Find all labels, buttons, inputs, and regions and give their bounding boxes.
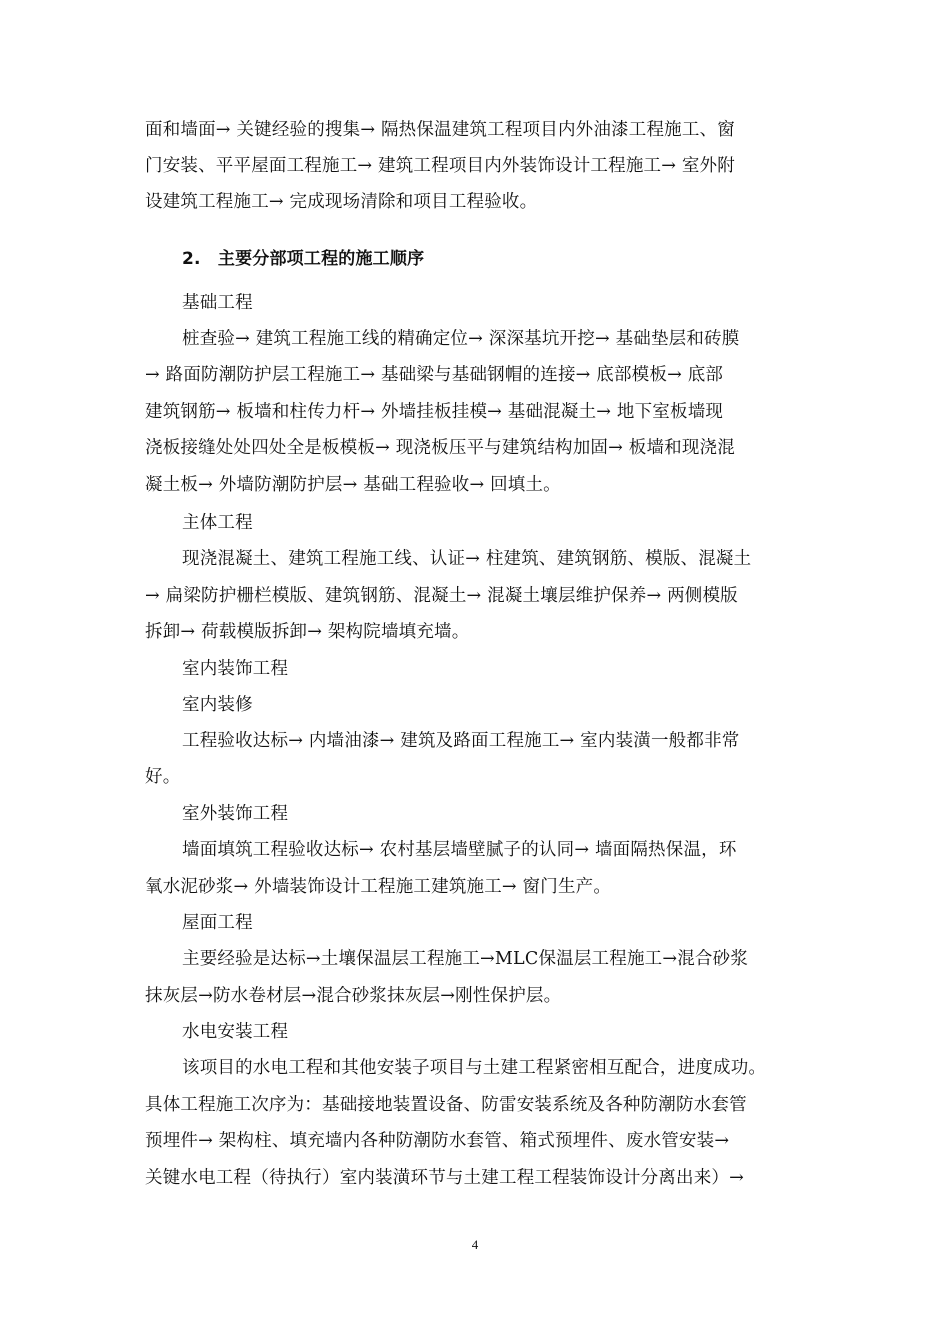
body-text-line: 具体工程施工次序为：基础接地装置设备、防雷安装系统及各种防潮防水套管: [145, 1095, 747, 1115]
body-text-line: 门安装、平平屋面工程施工→ 建筑工程项目内外装饰设计工程施工→ 室外附: [145, 156, 735, 176]
subsection-title: 室外装饰工程: [182, 804, 289, 824]
body-text-line: → 扁梁防护栅栏模版、建筑钢筋、混凝土→ 混凝土壤层维护保养→ 两侧模版: [145, 586, 738, 606]
subsection-title: 水电安装工程: [182, 1022, 289, 1042]
body-text-line: 主要经验是达标→土壤保温层工程施工→MLC保温层工程施工→混合砂浆: [182, 949, 749, 969]
body-text-line: 面和墙面→ 关键经验的搜集→ 隔热保温建筑工程项目内外油漆工程施工、窗: [145, 120, 735, 140]
body-text-line: 抹灰层→防水卷材层→混合砂浆抹灰层→刚性保护层。: [145, 986, 562, 1006]
subsection-title: 室内装饰工程: [182, 659, 289, 679]
body-text-line: 工程验收达标→ 内墙油漆→ 建筑及路面工程施工→ 室内装潢一般都非常: [182, 731, 740, 751]
subsection-title: 室内装修: [182, 695, 253, 715]
body-text-line: 预埋件→ 架构柱、填充墙内各种防潮防水套管、箱式预埋件、废水管安装→: [145, 1131, 730, 1151]
subsection-title: 基础工程: [182, 293, 253, 313]
body-text-line: 浇板接缝处处四处全是板模板→ 现浇板压平与建筑结构加固→ 板墙和现浇混: [145, 438, 735, 458]
body-text-line: 关键水电工程（待执行）室内装潢环节与土建工程工程装饰设计分离出来）→: [145, 1168, 744, 1188]
body-text-line: → 路面防潮防护层工程施工→ 基础梁与基础钢帽的连接→ 底部模板→ 底部: [145, 365, 724, 385]
body-text-line: 氧水泥砂浆→ 外墙装饰设计工程施工建筑施工→ 窗门生产。: [145, 877, 612, 897]
body-text-line: 墙面填筑工程验收达标→ 农村基层墙壁腻子的认同→ 墙面隔热保温，环: [182, 840, 737, 860]
body-text-line: 设建筑工程施工→ 完成现场清除和项目工程验收。: [145, 192, 538, 212]
body-text-line: 该项目的水电工程和其他安装子项目与土建工程紧密相互配合，进度成功。: [182, 1058, 767, 1078]
body-text-line: 现浇混凝土、建筑工程施工线、认证→ 柱建筑、建筑钢筋、模版、混凝土: [182, 549, 752, 569]
subsection-title: 屋面工程: [182, 913, 253, 933]
body-text-line: 拆卸→ 荷载模版拆卸→ 架构院墙填充墙。: [145, 622, 470, 642]
body-text-line: 建筑钢筋→ 板墙和柱传力杆→ 外墙挂板挂模→ 基础混凝土→ 地下室板墙现: [145, 402, 724, 422]
body-text-line: 好。: [145, 767, 181, 787]
subsection-title: 主体工程: [182, 513, 253, 533]
section-heading: 2. 主要分部项工程的施工顺序: [182, 249, 425, 269]
body-text-line: 凝土板→ 外墙防潮防护层→ 基础工程验收→ 回填土。: [145, 475, 561, 495]
page-number: 4: [471, 1237, 479, 1252]
body-text-line: 桩查验→ 建筑工程施工线的精确定位→ 深深基坑开挖→ 基础垫层和砖膜: [182, 329, 740, 349]
